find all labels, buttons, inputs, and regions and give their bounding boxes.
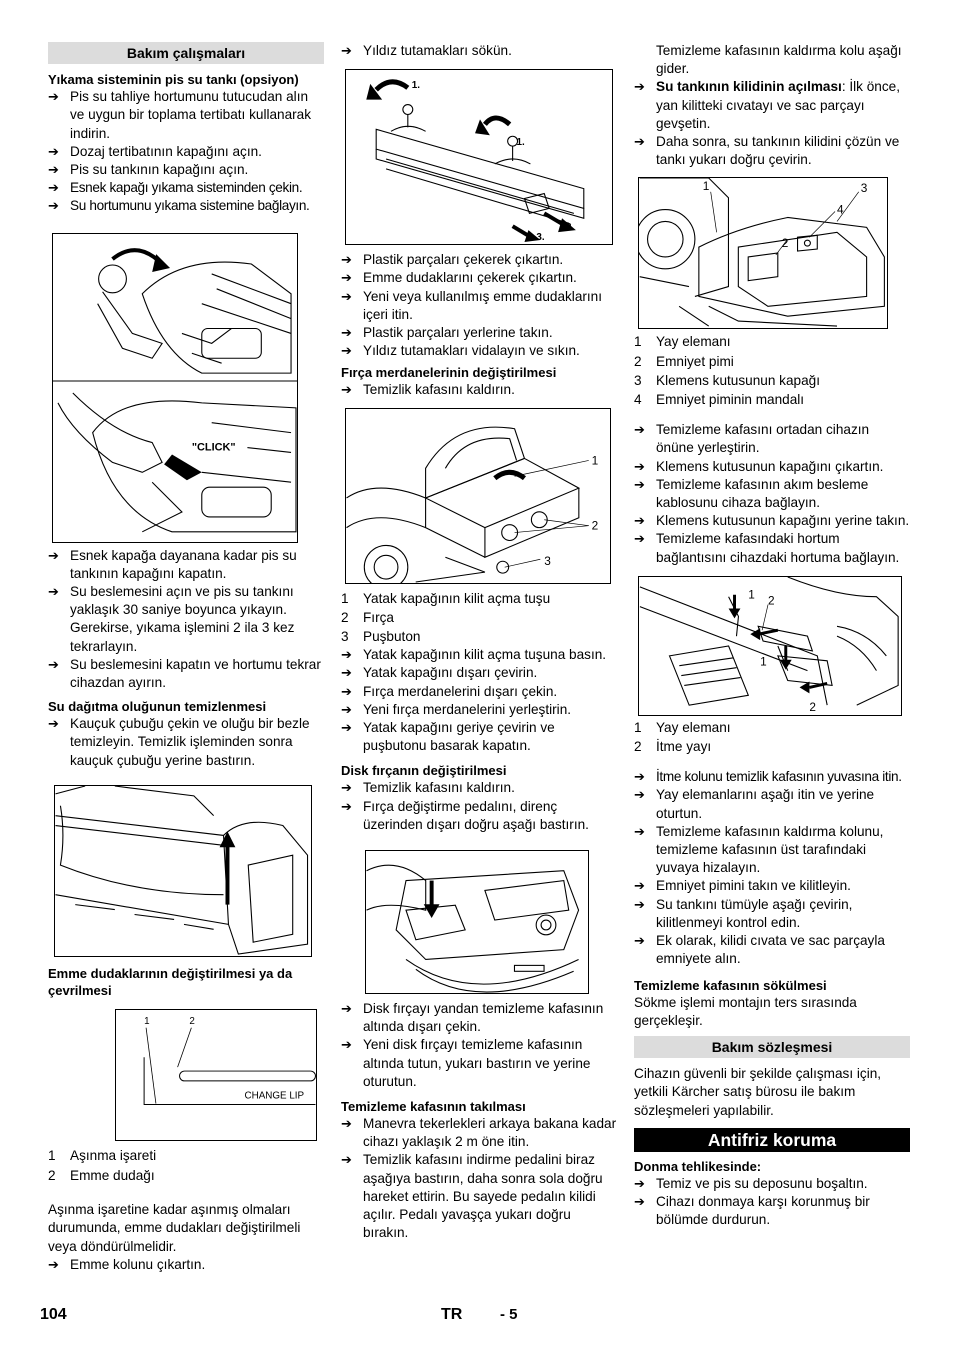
step: ➔ Cihazı donmaya karşı korunmuş bir bölümde durdurun. (634, 1193, 910, 1229)
section-title-antifreeze: Antifriz koruma (634, 1128, 910, 1152)
legend-number: 1 (48, 1147, 56, 1163)
legend-item (341, 609, 617, 627)
legend-text: Yay elemanı (656, 719, 731, 735)
legend-text: Emniyet piminin mandalı (656, 392, 805, 408)
callout-1a: 1 (748, 587, 755, 602)
callout-2: 2. (566, 222, 575, 234)
tank-unlock-illustration (639, 178, 887, 328)
legend-item (48, 1147, 324, 1165)
step: ➔ Yıldız tutamakları vidalayın ve sıkın. (341, 342, 617, 360)
figure-change-lip (115, 1009, 317, 1141)
step: ➔ Temizleme kafasının kaldırma kolunu, temizleme kafasının üst tarafındaki yuvaya hizalayın. (634, 823, 910, 878)
water-channel-illustration (55, 786, 311, 956)
language-code: TR (441, 1306, 463, 1323)
step: ➔ Klemens kutusunun kapağını yerine takın. (634, 512, 910, 530)
paragraph-contract: Cihazın güvenli bir şekilde çalışması için, yetkili Kärcher satış bürosu ile bakım sözleşmeleri yapılabilir. (634, 1066, 882, 1118)
legend-item (634, 372, 910, 390)
callout-3: 3 (544, 553, 551, 568)
step: ➔ Plastik parçaları yerlerine takın. (341, 324, 617, 342)
callout-1: 1 (144, 1015, 150, 1027)
figure-tank-unlock (638, 177, 888, 329)
legend-number: 3 (634, 372, 642, 388)
legend-number: 1 (634, 719, 642, 735)
sub-page-number (500, 1306, 518, 1323)
change-lip-illustration (116, 1010, 316, 1140)
step (634, 78, 910, 133)
callout-3: 3. (536, 232, 545, 244)
step: ➔ Yay elemanlarını aşağı itin ve yerine oturtun. (634, 786, 910, 822)
figure-squeegee-removal (345, 69, 613, 245)
figure-disc-brush (365, 850, 589, 994)
step: ➔ Pis su tahliye hortumunu tutucudan alın ve uygun bir toplama tertibatı kullanarak indirin. (48, 88, 324, 143)
step-text: : İlk önce, yan kilitteki cıvatayı ve sac parçayı gevşetin. (656, 79, 901, 131)
step: ➔ Emme kolunu çıkartın. (48, 1256, 324, 1274)
callout-2: 2 (189, 1015, 195, 1027)
paragraph-wear: Aşınma işaretine kadar aşınmış olmaları durumunda, emme dudakları değiştirilmeli veya döndürülmelidir. (48, 1202, 301, 1254)
legend-text: Puşbuton (363, 629, 421, 645)
figure-water-channel (54, 785, 312, 957)
step: ➔ Disk fırçayı yandan temizleme kafasının altında dışarı çekin. (341, 1000, 617, 1036)
step: ➔ Su beslemesini kapatın ve hortumu tekrar cihazdan ayırın. (48, 656, 324, 692)
step: ➔ Fırça değiştirme pedalını, direnç üzerinden dışarı doğru aşağı bastırın. (341, 798, 617, 834)
step: ➔ Esnek kapağa dayanana kadar pis su tankının kapağını kapatın. (48, 547, 324, 583)
step: ➔ Fırça merdanelerini dışarı çekin. (341, 683, 617, 701)
legend-number: 1 (634, 334, 642, 350)
legend-number: 1 (341, 590, 349, 606)
step: ➔ Temizlik kafasını kaldırın. (341, 381, 617, 399)
step: ➔ Emniyet pimini takın ve kilitleyin. (634, 877, 910, 895)
column-2 (341, 42, 617, 1243)
step: ➔ Su beslemesini açın ve pis su tankını yaklaşık 30 saniye boyunca yıkayın. Gerekirse, yıkama işlemini 2 ila 3 kez tekrarlayın. (48, 583, 324, 656)
legend-item (634, 719, 910, 737)
step: ➔ Klemens kutusunun kapağını çıkartın. (634, 458, 910, 476)
step: ➔ Yatak kapağını dışarı çevirin. (341, 664, 617, 682)
callout-2a: 2 (768, 593, 775, 608)
legend-item (48, 1167, 324, 1185)
callout-1b: 1. (516, 137, 525, 149)
step: ➔ Yeni fırça merdanelerini yerleştirin. (341, 701, 617, 719)
section-title-maintenance-contract: Bakım sözleşmesi (634, 1036, 910, 1058)
legend-text: Emniyet pimi (656, 353, 734, 369)
legend-item (634, 738, 910, 756)
figure-rinse-system (52, 233, 298, 543)
rinse-system-illustration (53, 234, 297, 542)
column-3 (634, 42, 910, 1230)
step: ➔ Daha sonra, su tankının kilidini çözün ve tankı yukarı doğru çevirin. (634, 133, 910, 169)
legend-text: İtme yayı (656, 739, 712, 755)
step: ➔ Ek olarak, kilidi cıvata ve sac parçayla emniyete alın. (634, 932, 910, 968)
callout-1b: 1 (760, 654, 767, 669)
callout-3: 3 (860, 181, 868, 196)
legend-number: 2 (634, 353, 642, 369)
step: ➔ Temiz ve pis su deposunu boşaltın. (634, 1175, 910, 1193)
step: ➔ Yatak kapağının kilit açma tuşuna basın. (341, 646, 617, 664)
legend-text: Fırça (363, 609, 394, 625)
click-label: "CLICK" (191, 441, 236, 454)
legend-item (634, 353, 910, 371)
figure-roller-brushes (345, 408, 611, 584)
callout-1: 1 (591, 452, 599, 467)
legend-number: 3 (341, 629, 349, 645)
step: ➔ Yeni veya kullanılmış emme dudaklarını içeri itin. (341, 288, 617, 324)
heading-disc-brush: Disk fırçanın değiştirilmesi (341, 763, 507, 779)
callout-2: 2 (591, 518, 599, 533)
heading-waste-tank-rinse: Yıkama sisteminin pis su tankı (opsiyon) (48, 72, 299, 88)
legend-number: 2 (48, 1168, 56, 1184)
step: ➔ Temizleme kafasının akım besleme kablosunu cihaza bağlayın. (634, 476, 910, 512)
paragraph-removal: Sökme işlemi montajın ters sırasında gerçekleşir. (634, 994, 857, 1028)
step: ➔ İtme kolunu temizlik kafasının yuvasına itin. (634, 768, 910, 786)
squeegee-removal-illustration (346, 70, 612, 244)
legend-number: 4 (634, 392, 642, 408)
roller-brushes-illustration (346, 409, 610, 583)
legend-item (634, 333, 910, 351)
callout-4: 4 (837, 202, 844, 217)
page-number: 104 (40, 1306, 67, 1323)
step: ➔ Kauçuk çubuğu çekin ve oluğu bir bezle temizleyin. Temizlik işleminden sonra kauçuk çubuğu yerine bastırın. (48, 715, 324, 770)
heading-install-head: Temizleme kafasının takılması (341, 1099, 526, 1115)
step-bold: Su tankının kilidinin açılması (656, 79, 842, 95)
legend-text: Klemens kutusunun kapağı (656, 372, 820, 388)
column-1 (48, 42, 324, 1274)
head-connection-illustration (639, 577, 901, 715)
disc-brush-illustration (366, 851, 588, 993)
step: ➔ Esnek kapağı yıkama sisteminden çekin. (48, 179, 324, 197)
paragraph-lever: Temizleme kafasının kaldırma kolu aşağı gider. (656, 43, 902, 77)
step: ➔ Manevra tekerlekleri arkaya bakana kadar cihazı yaklaşık 2 m öne itin. (341, 1115, 617, 1151)
heading-remove-head: Temizleme kafasının sökülmesi (634, 977, 827, 993)
legend-text: Emme dudağı (70, 1168, 155, 1184)
legend-item (341, 628, 617, 646)
heading-water-channel: Su dağıtma oluğunun temizlenmesi (48, 699, 267, 715)
legend-text: Aşınma işareti (70, 1147, 157, 1163)
heading-roller-brushes: Fırça merdanelerinin değiştirilmesi (341, 365, 557, 381)
section-title-maintenance: Bakım çalışmaları (48, 42, 324, 64)
step: ➔ Temizleme kafasındaki hortum bağlantısını cihazdaki hortuma bağlayın. (634, 530, 910, 566)
step: ➔ Plastik parçaları çekerek çıkartın. (341, 251, 617, 269)
step: ➔ Temizlik kafasını indirme pedalini biraz aşağıya bastırın, daha sonra sola doğru hareket ettirin. Bu sayede pedalın kilidi açılır. Pedalı yavaşça yukarı doğru bırakın. (341, 1151, 617, 1242)
heading-frost-danger: Donma tehlikesinde: (634, 1158, 762, 1174)
step: ➔ Emme dudaklarını çekerek çıkartın. (341, 269, 617, 287)
step: ➔ Yeni disk fırçayı temizleme kafasının altında tutun, yukarı bastırın ve yerine oturutun. (341, 1036, 617, 1091)
change-lip-text: CHANGE LIP (244, 1090, 305, 1102)
legend-number: 2 (341, 609, 349, 625)
sub-page-text: - 5 (500, 1306, 518, 1323)
heading-squeegee-lips: Emme dudaklarının değiştirilmesi ya da çevrilmesi (48, 965, 293, 998)
step: ➔ Dozaj tertibatının kapağını açın. (48, 143, 324, 161)
step: ➔ Temizlik kafasını kaldırın. (341, 779, 617, 797)
legend-number: 2 (634, 739, 642, 755)
legend-text: Yatak kapağının kilit açma tuşu (363, 590, 551, 606)
step: ➔ Yatak kapağını geriye çevirin ve puşbutonu basarak kapatın. (341, 719, 617, 755)
step: ➔ Pis su tankının kapağını açın. (48, 161, 324, 179)
step: ➔ Su tankını tümüyle aşağı çevirin, kilitlenmeyi kontrol edin. (634, 896, 910, 932)
step: ➔ Yıldız tutamakları sökün. (341, 42, 617, 60)
step: ➔ Su hortumunu yıkama sistemine bağlayın. (48, 197, 324, 215)
callout-2b: 2 (809, 699, 817, 714)
legend-item (341, 590, 617, 608)
legend-text: Yay elemanı (656, 334, 731, 350)
step: ➔ Temizleme kafasını ortadan cihazın önüne yerleştirin. (634, 421, 910, 457)
callout-1: 1 (702, 179, 710, 194)
callout-1a: 1. (411, 79, 421, 91)
callout-2: 2 (781, 236, 789, 251)
figure-head-connection (638, 576, 902, 716)
legend-item (634, 391, 910, 409)
